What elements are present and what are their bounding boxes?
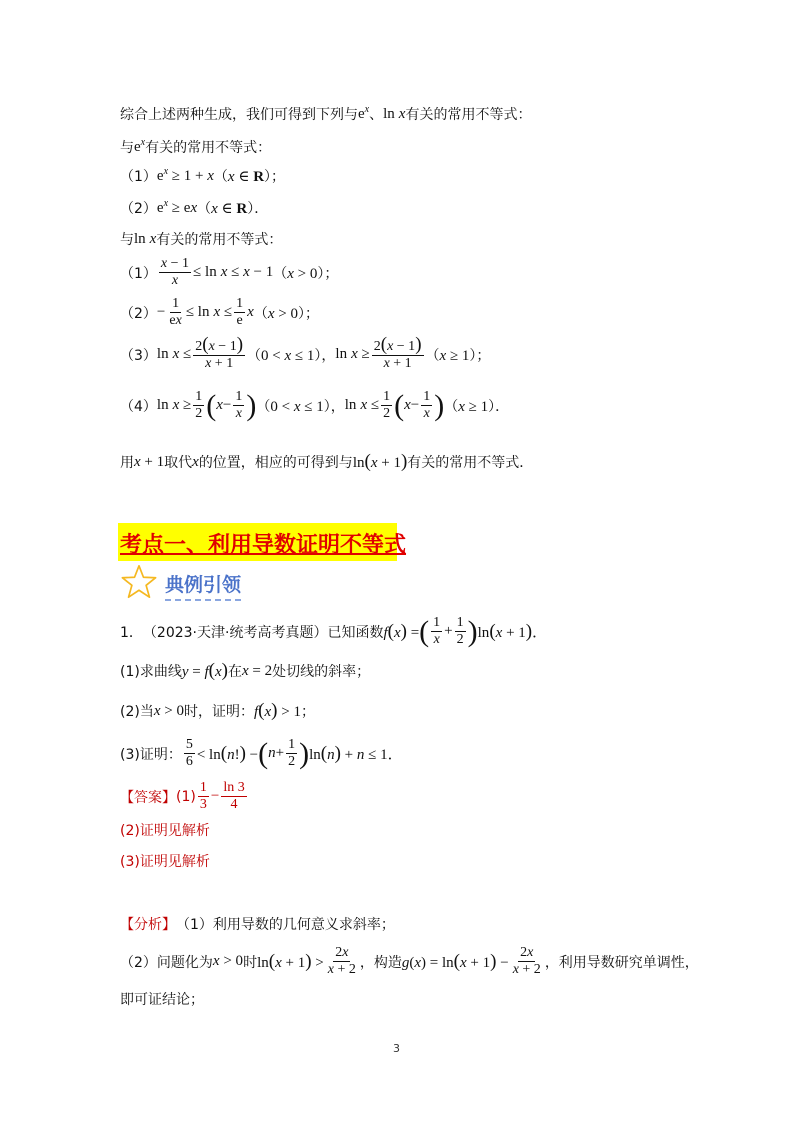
page-number: 3 — [393, 1042, 400, 1055]
cond: （x ∈ R）． — [197, 201, 269, 217]
ln-item-4 — [120, 389, 509, 422]
fraction: $\frac{2(x - 1)}{x + 1}$ — [195, 334, 244, 371]
cond: （x ∈ R）； — [213, 169, 286, 185]
ln-item-1 — [120, 256, 338, 289]
answer-label: 【答案】 — [120, 789, 176, 806]
formula: g(x) = ln(x + 1) − — [401, 950, 509, 972]
formula: < ln(n!) − — [196, 742, 259, 764]
semicolon: ； — [300, 704, 315, 720]
formula: ln x ≥ — [156, 397, 192, 413]
analysis-label: 【分析】 — [120, 917, 176, 933]
math: x — [192, 453, 199, 470]
star-icon — [120, 563, 158, 601]
replace-text-a: 用 — [120, 455, 134, 471]
formula: ln(n) + n ≤ 1． — [309, 742, 403, 764]
math-lnx: ln x — [134, 230, 157, 247]
item-label: （2） — [120, 305, 157, 322]
ex-item-1 — [120, 166, 285, 186]
fraction: $\frac{2x}{x + 2}$ — [512, 945, 541, 977]
cond: （x ≥ 1）． — [444, 398, 510, 415]
paren: ( — [419, 614, 430, 648]
minus: − — [222, 397, 232, 413]
sub-heading: 典例引领 — [165, 570, 241, 601]
paren: ) — [299, 736, 310, 770]
problem-source: （2023·天津·统考高考真题）已知函数 — [142, 624, 384, 641]
ln-item-3 — [120, 334, 491, 372]
fraction: $\frac{1}{x}$ — [433, 615, 441, 647]
replace-text-c: 的位置，相应的可得到与 — [198, 455, 353, 471]
analysis-2-cont: 即可证结论； — [120, 992, 204, 1008]
formula-x: x — [247, 304, 254, 320]
fraction: $\frac{1}{2}$ — [195, 389, 203, 421]
formula: f(x) > 1 — [253, 700, 301, 721]
ln-item-2 — [120, 296, 319, 329]
formula: y = f(x) — [181, 660, 228, 681]
formula: $e^x$ ≥ ex — [156, 197, 198, 216]
plus: + — [444, 623, 453, 639]
fraction: $\frac{1}{2}$ — [288, 737, 296, 769]
ex-title-a: 与 — [120, 140, 134, 156]
q2-text-b: 时，证明： — [183, 704, 254, 720]
formula: ≤ ln x ≤ — [185, 304, 233, 320]
paren: ( — [258, 736, 269, 770]
q1-text-b: 在 — [227, 664, 242, 680]
math: ln(x + 1) — [352, 451, 408, 472]
item-label: （4） — [120, 398, 157, 415]
question-3 — [120, 737, 403, 770]
formula: ln(x + 1) > — [257, 950, 324, 972]
ln-title-a: 与 — [120, 232, 134, 248]
analysis-2-text-a: （2）问题化为 — [120, 954, 213, 971]
paren: ) — [246, 388, 257, 422]
fraction: $\frac{x - 1}{x}$ — [160, 256, 190, 288]
formula: x > 0 — [153, 702, 184, 719]
fraction: $\frac{1}{ex}$ — [169, 296, 182, 328]
answer-line — [120, 780, 249, 813]
ex-item-2 — [120, 198, 268, 218]
item-label: （2） — [120, 201, 157, 217]
q1-text-a: (1)求曲线 — [120, 664, 182, 680]
formula: f(x) = — [383, 620, 420, 642]
intro-text-a: 综合上述两种生成，我们可得到下列与 — [120, 107, 358, 123]
fraction: $\frac{1}{2}$ — [383, 389, 391, 421]
cond: （0 < x ≤ 1）， — [247, 347, 336, 364]
intro-line — [120, 104, 531, 124]
cond: （x > 0）； — [253, 305, 319, 322]
answer-1-prefix: (1) — [176, 788, 196, 805]
answer-3: (3)证明见解析 — [120, 854, 210, 870]
problem-statement — [120, 615, 547, 648]
cond: （0 < x ≤ 1）， — [256, 398, 345, 415]
analysis-2-text-c: ，构造 — [359, 954, 402, 971]
formula: ln(x + 1)． — [477, 620, 548, 642]
formula: $e^x \ge 1 + x$ — [156, 165, 214, 184]
intro-text-b: 有关的常用不等式： — [405, 107, 532, 123]
fraction: $\frac{1}{2}$ — [456, 615, 464, 647]
q2-text-a: (2)当 — [120, 704, 154, 720]
question-1 — [120, 660, 370, 682]
var: x — [404, 397, 411, 413]
minus: − — [210, 788, 220, 804]
question-2 — [120, 700, 315, 722]
var: n — [268, 745, 276, 761]
cond: （x ≥ 1）； — [425, 347, 491, 364]
replace-line — [120, 451, 533, 473]
replace-text-d: 有关的常用不等式． — [407, 455, 534, 471]
math-lnx: ln x — [383, 105, 406, 122]
minus: − — [410, 397, 420, 413]
ln-title-b: 有关的常用不等式： — [156, 232, 283, 248]
ex-section-title — [120, 137, 271, 157]
math-ex: $e^x$ — [134, 136, 146, 155]
ex-title-b: 有关的常用不等式： — [145, 140, 272, 156]
item-label: （1） — [120, 265, 157, 282]
fraction: $\frac{2x}{x + 2}$ — [327, 945, 356, 977]
analysis-2-text-b: 时 — [243, 954, 258, 971]
fraction: $\frac{\ln 3}{4}$ — [223, 780, 245, 812]
fraction: $\frac{5}{6}$ — [185, 737, 193, 769]
formula: ln x ≤ — [344, 397, 380, 413]
formula: ln x ≤ — [156, 346, 192, 362]
var: x — [216, 397, 223, 413]
answer-2: (2)证明见解析 — [120, 823, 210, 839]
formula: ln x ≥ — [335, 346, 370, 362]
formula: x = 2 — [241, 662, 273, 679]
item-label: （3） — [120, 347, 157, 364]
intro-sep: 、 — [369, 107, 384, 123]
math-ex: $e^x$ — [358, 103, 370, 122]
fraction: $\frac{1}{3}$ — [199, 780, 207, 812]
paren: ) — [467, 614, 478, 648]
cond: （x > 0）； — [273, 265, 339, 282]
formula: x > 0 — [212, 953, 244, 969]
minus: − — [156, 304, 166, 320]
q1-text-c: 处切线的斜率； — [272, 664, 371, 680]
section-heading: 考点一、利用导数证明不等式 — [120, 533, 407, 558]
problem-number: 1． — [120, 624, 143, 641]
paren: ( — [394, 388, 405, 422]
fraction: $\frac{1}{x}$ — [423, 389, 431, 421]
analysis-1-line — [120, 914, 395, 934]
fraction: $\frac{1}{e}$ — [236, 296, 244, 328]
fraction: $\frac{1}{x}$ — [235, 389, 243, 421]
paren: ) — [434, 388, 445, 422]
paren: ( — [206, 388, 217, 422]
replace-text-b: 取代 — [164, 455, 193, 471]
math: x + 1 — [134, 453, 165, 470]
analysis-2-text-d: ，利用导数研究单调性， — [544, 954, 699, 971]
formula: ≤ ln x ≤ x − 1 — [193, 264, 274, 280]
fraction: $\frac{2(x - 1)}{x + 1}$ — [373, 334, 422, 371]
ln-section-title — [120, 229, 282, 249]
item-label: （1） — [120, 169, 157, 185]
plus: + — [275, 745, 285, 761]
q3-text-a: (3)证明： — [120, 746, 182, 763]
analysis-1: （1）利用导数的几何意义求斜率； — [176, 917, 395, 933]
analysis-2-line — [120, 945, 699, 978]
